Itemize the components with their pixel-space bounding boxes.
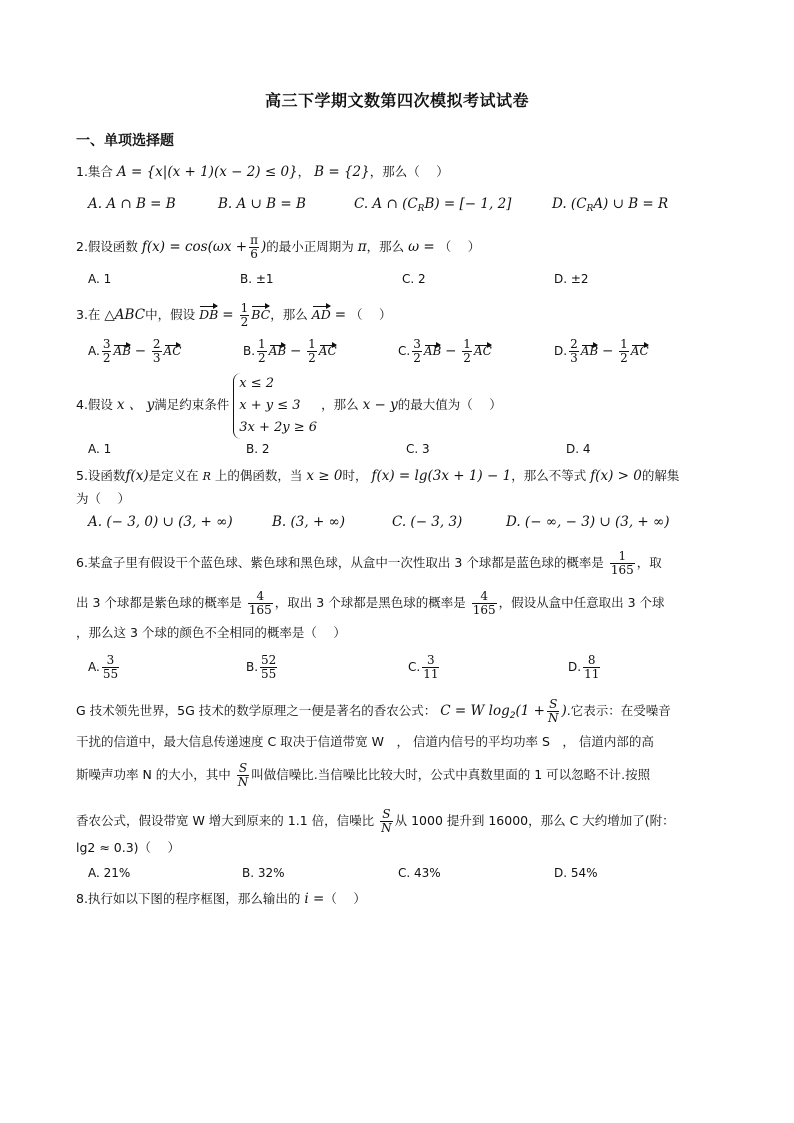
- q3-b-f2d: 2: [308, 351, 316, 365]
- question-8-stem: [76, 889, 716, 909]
- q6-text-2: ，取: [636, 555, 662, 570]
- q2-func-pre: f(x) = cos(ωx +: [141, 239, 248, 255]
- q6-c-n: 3: [422, 654, 439, 668]
- q6-f2d: 165: [248, 603, 272, 617]
- q2-frac-num: π: [250, 233, 258, 247]
- q1-c-pre: C. A ∩ (C: [354, 196, 418, 212]
- page-title: 高三下学期文数第四次模拟考试试卷: [264, 91, 529, 110]
- question-6-line2: [76, 590, 716, 617]
- q8-var: i =: [304, 891, 325, 907]
- q3-prefix: 3.在: [76, 307, 101, 322]
- q3-mid: 中，假设: [145, 307, 196, 322]
- q6-frac-3: [472, 590, 497, 617]
- q6-b-d: 55: [261, 667, 277, 681]
- q3-option-a[interactable]: [88, 338, 181, 365]
- q1-c-post: B) = [− 1, 2]: [424, 196, 512, 212]
- q2-func-post: ): [260, 239, 267, 255]
- q6-text-1: 6.某盒子里有假设干个蓝色球、紫色球和黑色球，从盒中一次性取出 3 个球都是蓝色球的概率是: [76, 555, 604, 570]
- q3-a-f1d: 2: [102, 351, 111, 365]
- q7-text-4a: 香农公式，假设带宽 W 增大到原来的 1.1 倍，信噪比: [76, 813, 375, 828]
- q4-constraint-system: [233, 373, 317, 439]
- q7-option-a[interactable]: A. 21%: [88, 866, 131, 880]
- question-1-stem: [76, 162, 716, 182]
- q5-func: f(x) = lg(3x + 1) − 1: [371, 468, 512, 484]
- q3-c-ab: AB: [423, 344, 442, 358]
- section-heading: 一、单项选择题: [76, 133, 174, 149]
- q3-a-label: A.: [88, 344, 100, 358]
- q6-a-n: 3: [102, 654, 119, 668]
- q1-option-b[interactable]: B. A ∪ B = B: [218, 196, 306, 212]
- q6-a-frac: [102, 654, 119, 681]
- question-5-options: [88, 514, 708, 534]
- question-6-line3: ，那么这 3 个球的颜色不全相同的概率是（ ）: [76, 625, 346, 640]
- q1-d-pre: D. (C: [552, 196, 587, 212]
- q1-set-b: B = {2}: [314, 164, 370, 180]
- q3-c-f1n: 3: [413, 337, 421, 351]
- q6-text-4: ，取出 3 个球都是黑色球的概率是: [274, 595, 466, 610]
- q3-half-num: 1: [240, 301, 249, 315]
- q3-end: （ ）: [350, 307, 392, 322]
- q7-sn-frac-3: [380, 808, 393, 835]
- q1-option-d[interactable]: [552, 196, 668, 214]
- q5-option-c[interactable]: C. (− 3, 3): [392, 514, 463, 530]
- q5-end: 的解集: [641, 468, 680, 483]
- q4-option-c[interactable]: C. 3: [406, 442, 430, 456]
- question-4-options: [88, 442, 708, 462]
- q7-text-1a: G 技术领先世界，5G 技术的数学原理之一便是著名的香农公式：: [76, 703, 437, 718]
- q3-vector-bc: BC: [251, 305, 270, 325]
- q6-a-d: 55: [102, 667, 119, 681]
- q7-sn-frac-2: [237, 762, 250, 789]
- q3-d-frac1: [569, 338, 579, 365]
- q2-option-c[interactable]: C. 2: [402, 272, 426, 286]
- q6-f3d: 165: [472, 603, 496, 617]
- q7-text-4b: 从 1000 提升到 16000，那么 C 大约增加了(附：: [394, 813, 675, 828]
- q1-c-sub: R: [417, 204, 425, 214]
- q6-b-frac: [260, 654, 277, 681]
- q5-option-a[interactable]: A. (− 3, 0) ∪ (3, + ∞): [88, 514, 233, 530]
- q6-f1n: 1: [610, 550, 635, 564]
- q5-R: R: [202, 470, 211, 483]
- q3-triangle: △ABC: [104, 307, 146, 323]
- q7-option-d[interactable]: D. 54%: [554, 866, 598, 880]
- q3-b-f1d: 2: [258, 351, 266, 365]
- q3-d-f2d: 2: [620, 351, 628, 365]
- q4-mid: 满足约束条件: [154, 397, 230, 412]
- q3-d-f1d: 3: [570, 351, 578, 365]
- q6-option-a[interactable]: [88, 654, 121, 681]
- q3-d-f2n: 1: [620, 337, 628, 351]
- q3-c-frac2: [462, 338, 472, 365]
- q2-fraction: [249, 234, 259, 261]
- question-3-options: [88, 337, 708, 366]
- q2-mid: 的最小正周期为: [266, 239, 354, 254]
- question-6-line1: [76, 550, 716, 577]
- q3-a-f2d: 3: [152, 351, 161, 365]
- q5-fx: f(x): [125, 468, 149, 484]
- q3-b-frac1: [257, 338, 267, 365]
- q2-pi: π: [357, 239, 367, 255]
- q4-option-a[interactable]: A. 1: [88, 442, 112, 456]
- q7-formula-sub: 2: [509, 711, 516, 721]
- q7-sn3-n: S: [380, 808, 393, 822]
- q3-c-ac: AC: [473, 344, 492, 358]
- q7-sn1-n: S: [547, 698, 560, 712]
- q7-formula-mid: (1 +: [515, 703, 545, 719]
- q4-mid2: ，那么: [321, 397, 359, 412]
- q3-mid2: ，那么: [270, 307, 308, 322]
- question-7-line3: [76, 762, 716, 789]
- q4-prefix: 4.假设: [76, 397, 113, 412]
- q2-option-d[interactable]: D. ±2: [554, 272, 589, 286]
- question-2-stem: [76, 234, 716, 261]
- q3-a-ac: AC: [163, 344, 182, 358]
- q4-option-b[interactable]: B. 2: [246, 442, 270, 456]
- q5-option-d[interactable]: D. (− ∞, − 3) ∪ (3, + ∞): [506, 514, 670, 530]
- q4-constraint-1: x ≤ 2: [239, 375, 275, 391]
- q6-frac-1: [610, 550, 635, 577]
- q3-option-d[interactable]: [554, 338, 649, 365]
- q2-prefix: 2.假设函数: [76, 239, 138, 254]
- q6-frac-2: [248, 590, 273, 617]
- q3-b-f2n: 1: [308, 337, 316, 351]
- q4-vars: x 、 y: [116, 397, 155, 413]
- q5-mid2: 上的偶函数，当: [214, 468, 303, 483]
- q6-c-label: C.: [408, 660, 421, 674]
- q3-eq: =: [222, 307, 234, 323]
- q3-d-frac2: [619, 338, 629, 365]
- q3-d-ab: AB: [580, 344, 599, 358]
- q6-f3n: 4: [472, 590, 497, 604]
- q2-frac-den: 6: [250, 247, 258, 261]
- q2-omega: ω =: [408, 239, 435, 255]
- q2-option-b[interactable]: B. ±1: [240, 272, 274, 286]
- question-2-options: [88, 272, 708, 292]
- q2-end: （ ）: [438, 239, 481, 254]
- q3-b-label: B.: [243, 344, 256, 358]
- q2-mid2: ，那么: [366, 239, 405, 254]
- q3-b-minus: −: [290, 343, 302, 359]
- q7-sn-frac-1: [547, 698, 560, 725]
- q3-c-label: C.: [398, 344, 411, 358]
- q7-formula-pre: C = W log: [440, 703, 510, 719]
- q3-half: [240, 302, 250, 329]
- q7-sn2-d: N: [237, 775, 249, 789]
- q3-d-label: D.: [554, 344, 568, 358]
- question-5-stem-line2: 为（ ）: [76, 491, 130, 506]
- q3-b-frac2: [307, 338, 317, 365]
- q4-constraint-3: 3x + 2y ≥ 6: [239, 419, 318, 435]
- q5-mid3: 时，: [342, 468, 368, 483]
- q7-text-3b: 叫做信噪比.当信噪比比较大时，公式中真数里面的 1 可以忽略不计.按照: [251, 767, 651, 782]
- question-3-stem: [76, 302, 716, 329]
- q6-d-label: D.: [568, 660, 582, 674]
- q3-b-ac: AC: [318, 344, 337, 358]
- q3-a-frac2: [152, 338, 162, 365]
- q6-text-3: 出 3 个球都是紫色球的概率是: [76, 595, 242, 610]
- question-7-line2: 干扰的信道中，最大信息传递速度 C 取决于信道带宽 W ， 信道内信号的平均功率 S ， 信道内部的高: [76, 734, 654, 749]
- q3-half-den: 2: [240, 315, 249, 329]
- q6-b-label: B.: [246, 660, 259, 674]
- q1-d-post: A) ∪ B = R: [593, 196, 669, 212]
- q6-f1d: 165: [610, 563, 634, 577]
- q3-d-f1n: 2: [570, 337, 578, 351]
- question-1-options: [88, 196, 708, 216]
- q1-sep: ，: [297, 164, 311, 179]
- q7-sn2-n: S: [237, 762, 250, 776]
- question-5-stem: [76, 466, 716, 487]
- q3-d-minus: −: [602, 343, 614, 359]
- q5-mid: 是定义在: [148, 468, 199, 483]
- q7-text-1b: .它表示：在受噪音: [566, 703, 671, 718]
- q6-text-5: ，假设从盒中任意取出 3 个球: [498, 595, 665, 610]
- question-7-options: [88, 866, 708, 886]
- question-7-line5: lg2 ≈ 0.3)（ ）: [76, 840, 181, 855]
- q3-a-f2n: 2: [152, 337, 161, 351]
- q7-sn3-d: N: [381, 821, 392, 835]
- q6-b-n: 52: [261, 653, 277, 667]
- q1-prefix: 1.集合: [76, 164, 113, 179]
- q7-option-c[interactable]: C. 43%: [398, 866, 441, 880]
- q1-d-sub: R: [586, 204, 594, 214]
- q6-option-d[interactable]: [568, 654, 602, 681]
- q6-f2n: 4: [248, 590, 273, 604]
- q5-cond: x ≥ 0: [306, 468, 343, 484]
- q3-a-frac1: [102, 338, 112, 365]
- q7-formula-post: ): [561, 703, 567, 719]
- q2-option-a[interactable]: A. 1: [88, 272, 112, 286]
- q4-constraint-2: x + y ≤ 3: [239, 397, 301, 413]
- q4-expr: x − y: [362, 397, 398, 413]
- q3-b-f1n: 1: [258, 337, 266, 351]
- q4-option-d[interactable]: D. 4: [566, 442, 591, 456]
- q3-c-f2d: 2: [463, 351, 471, 365]
- question-7-line4: [76, 808, 716, 835]
- q3-c-minus: −: [445, 343, 457, 359]
- q7-text-3a: 斯噪声功率 N 的大小，其中: [76, 767, 231, 782]
- q5-prefix: 5.设函数: [76, 468, 126, 483]
- q6-c-d: 11: [423, 667, 439, 681]
- q1-option-a[interactable]: A. A ∩ B = B: [88, 196, 176, 212]
- q1-suffix: ，那么（ ）: [369, 164, 449, 179]
- q1-option-c[interactable]: [354, 196, 511, 214]
- q3-eq2: =: [334, 307, 347, 323]
- q6-option-b[interactable]: [246, 654, 279, 681]
- q4-end: 的最大值为（ ）: [397, 397, 502, 412]
- q6-c-frac: [422, 654, 439, 681]
- q5-option-b[interactable]: B. (3, + ∞): [272, 514, 346, 530]
- q3-c-frac1: [412, 338, 422, 365]
- q5-ineq: f(x) > 0: [590, 468, 642, 484]
- q3-c-f2n: 1: [463, 337, 471, 351]
- q3-option-b[interactable]: [243, 338, 337, 365]
- q8-end: （ ）: [324, 891, 366, 906]
- q7-option-b[interactable]: B. 32%: [242, 866, 285, 880]
- q3-d-ac: AC: [630, 344, 649, 358]
- question-6-options: [88, 653, 708, 681]
- q3-vector-db: DB: [199, 305, 218, 325]
- q3-vector-ad: AD: [312, 305, 331, 325]
- question-4-stem: [76, 370, 716, 440]
- q8-text: 8.执行如以下图的程序框图，那么输出的: [76, 891, 301, 906]
- q6-d-d: 11: [584, 667, 600, 681]
- q6-d-n: 8: [583, 654, 600, 668]
- q3-a-f1n: 3: [102, 337, 111, 351]
- q3-b-ab: AB: [268, 344, 287, 358]
- q3-a-ab: AB: [113, 344, 131, 358]
- q3-c-f1d: 2: [413, 351, 421, 365]
- q3-option-c[interactable]: [398, 338, 492, 365]
- q1-set-a: A = {x|(x + 1)(x − 2) ≤ 0}: [116, 164, 298, 180]
- q7-sn1-d: N: [547, 711, 559, 725]
- q6-option-c[interactable]: [408, 654, 441, 681]
- q3-a-minus: −: [134, 343, 147, 359]
- q5-mid4: ，那么不等式: [511, 468, 587, 483]
- q6-d-frac: [583, 654, 600, 681]
- question-7-line1: [76, 698, 716, 726]
- q6-a-label: A.: [88, 660, 100, 674]
